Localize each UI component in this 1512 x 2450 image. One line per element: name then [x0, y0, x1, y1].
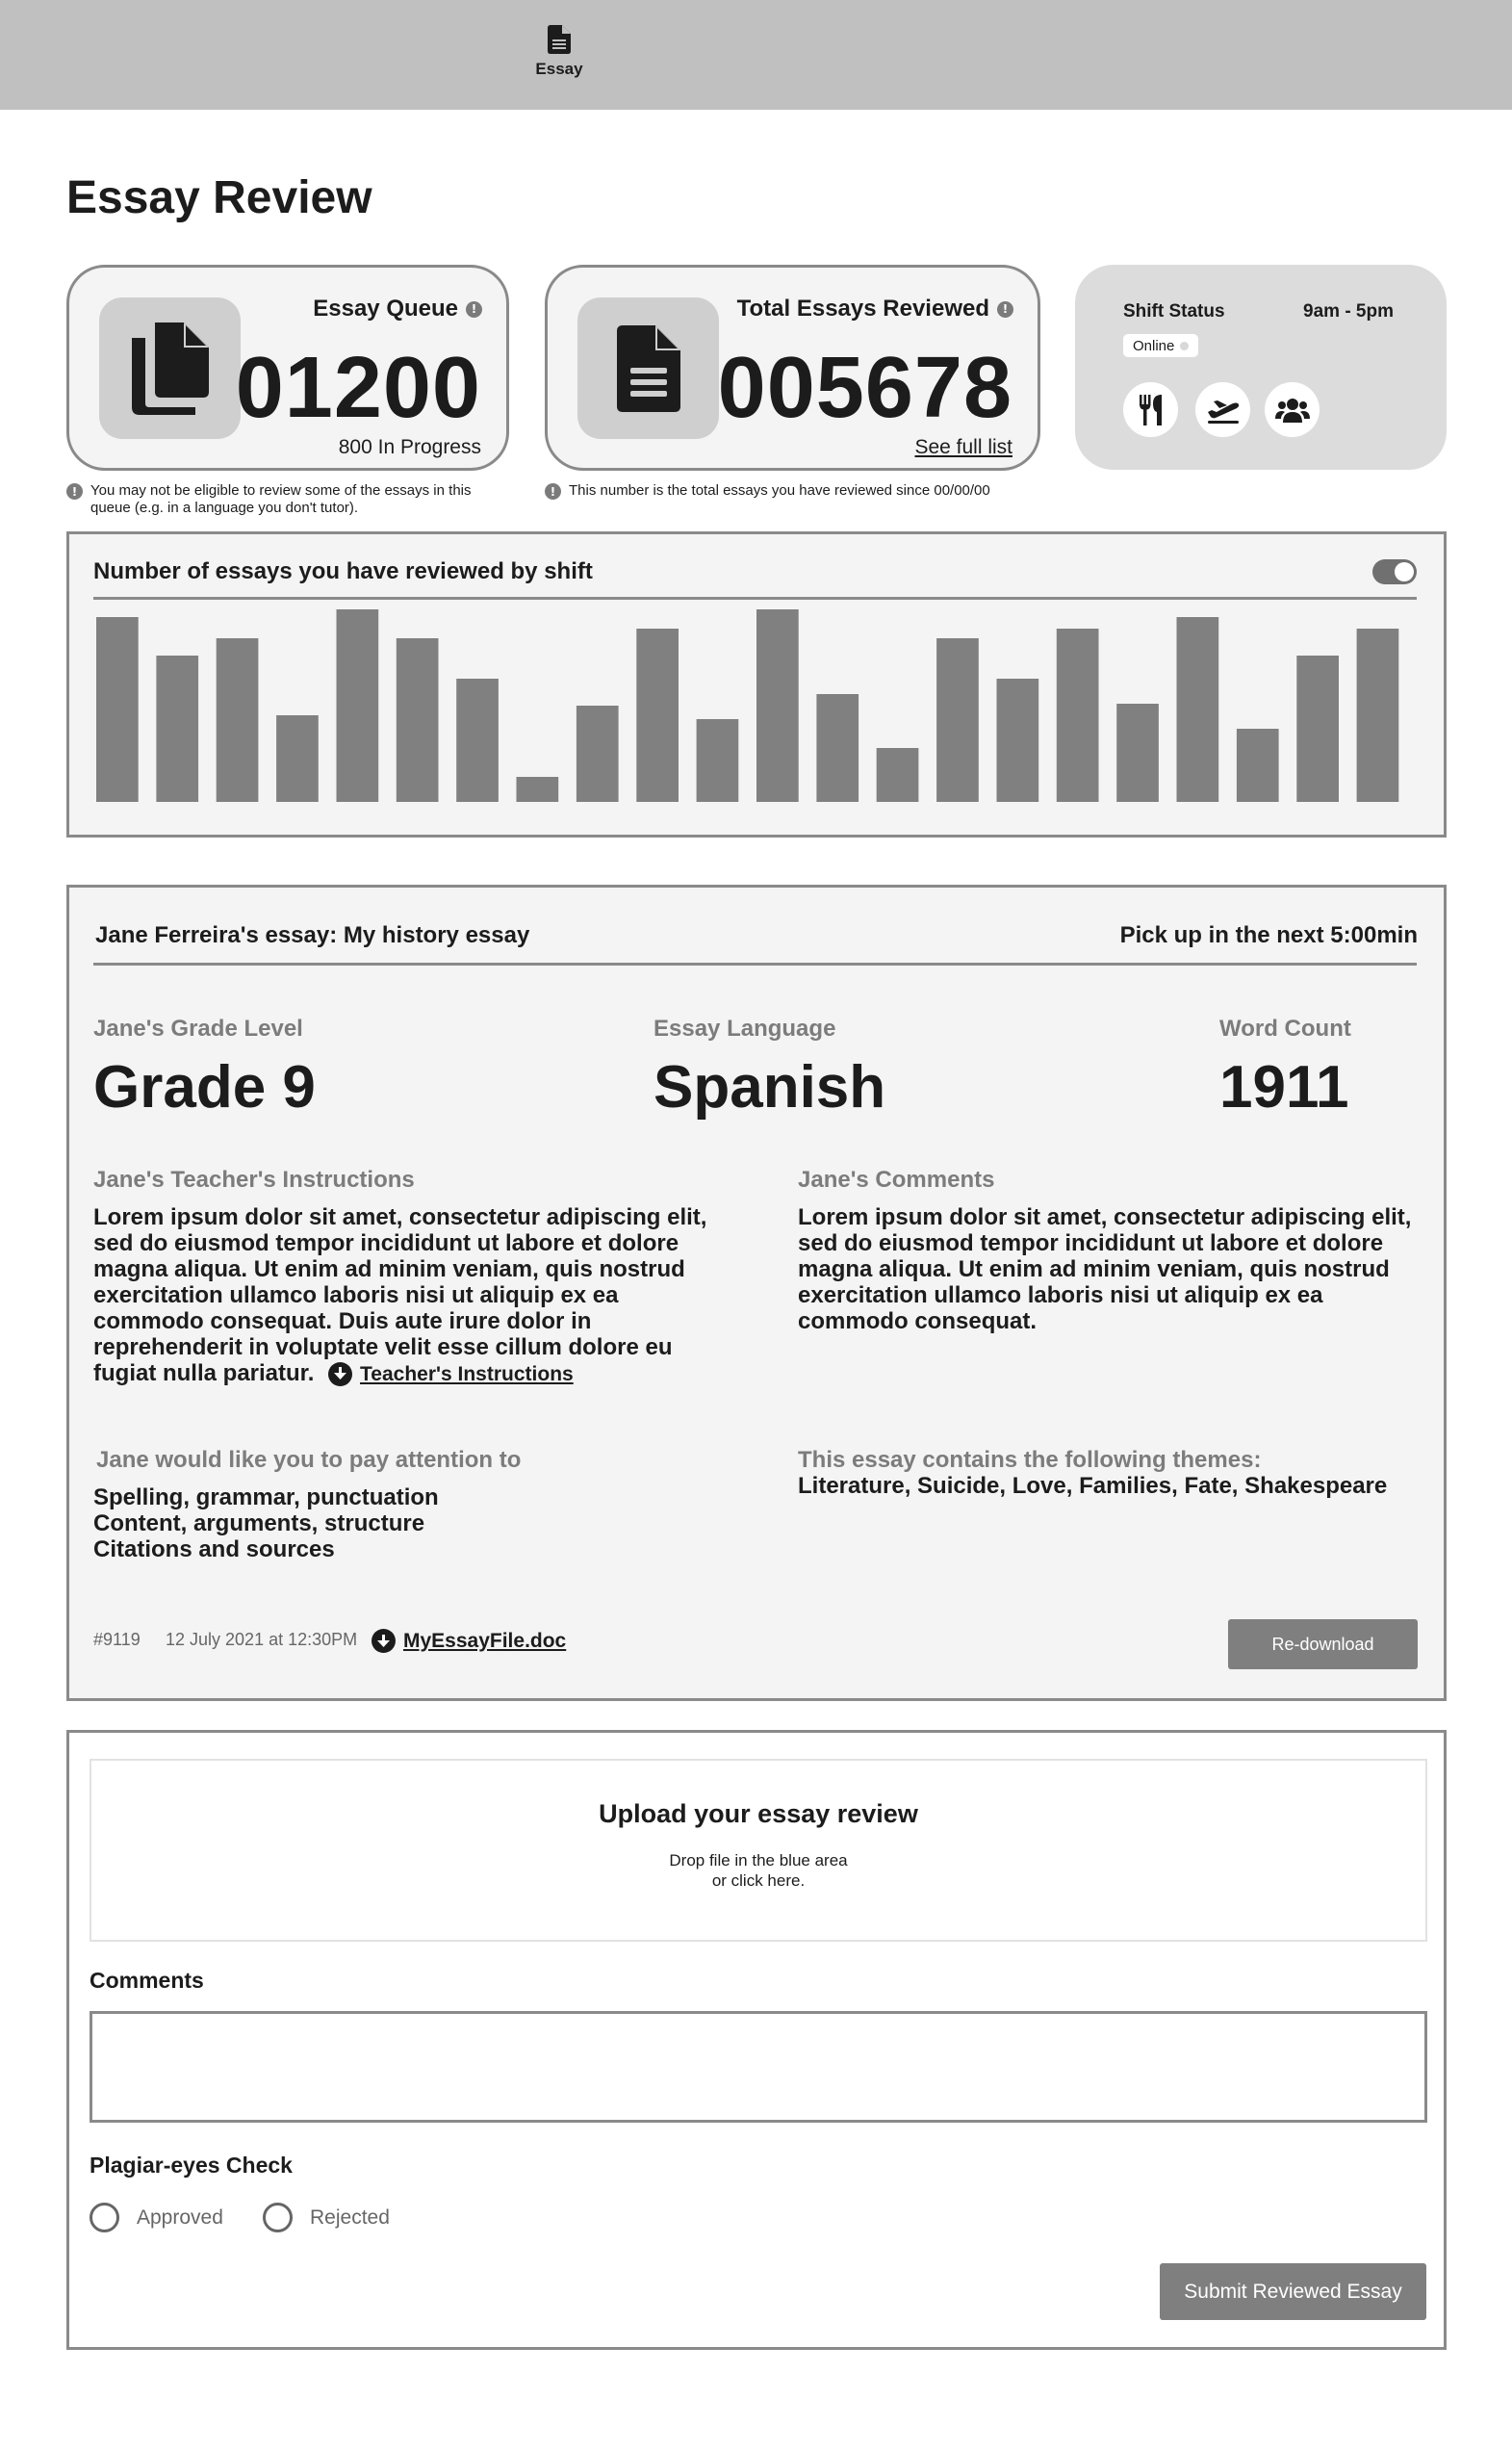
reviewed-title-text: Total Essays Reviewed — [736, 296, 989, 322]
jane-comments-label: Jane's Comments — [798, 1167, 995, 1193]
top-navigation-bar — [0, 0, 1512, 110]
chart-bar-12 — [756, 609, 799, 802]
rejected-radio[interactable] — [263, 2203, 390, 2232]
chart-bar-19 — [1177, 617, 1219, 802]
plane-departure-icon — [1206, 396, 1241, 425]
users-icon — [1275, 398, 1310, 423]
queue-in-progress: 800 In Progress — [338, 436, 481, 458]
plagiarism-check-label: Plagiar-eyes Check — [90, 2153, 293, 2178]
shift-status-title: Shift Status — [1123, 301, 1225, 322]
chart-bar-1 — [96, 617, 139, 802]
reviewed-note-text: This number is the total essays you have reviewed since 00/00/00 — [569, 482, 990, 499]
word-count-value: 1911 — [1219, 1054, 1349, 1121]
document-icon — [548, 25, 571, 54]
chart-bar-2 — [156, 656, 198, 802]
comments-input[interactable] — [90, 2011, 1427, 2123]
status-badge-text: Online — [1133, 337, 1175, 354]
chart-bar-8 — [517, 777, 559, 802]
travel-button[interactable] — [1195, 382, 1250, 437]
chart-bar-3 — [217, 638, 259, 802]
upload-review-panel — [66, 1730, 1447, 2350]
reviewed-title — [737, 296, 1013, 322]
radio-circle — [90, 2203, 119, 2232]
attention-item: Citations and sources — [93, 1536, 335, 1562]
chart-bar-21 — [1296, 656, 1339, 802]
info-icon: ! — [545, 483, 561, 500]
nav-item-essay[interactable] — [525, 25, 594, 79]
queue-title — [313, 296, 482, 322]
nav-item-essay-label: Essay — [535, 60, 583, 78]
chart-bar-22 — [1357, 629, 1399, 802]
grade-level-label: Jane's Grade Level — [93, 1016, 303, 1042]
upload-hint-line: Drop file in the blue area — [669, 1851, 848, 1870]
essay-queue-card — [66, 265, 509, 471]
meal-break-button[interactable] — [1123, 382, 1178, 437]
word-count-label: Word Count — [1219, 1016, 1351, 1042]
reviewed-note — [545, 482, 1045, 500]
essay-id: #9119 — [93, 1630, 141, 1649]
reviewed-icon-box — [577, 297, 719, 439]
chart-bar-10 — [636, 629, 679, 802]
chart-bar-9 — [577, 706, 619, 802]
chart-bar-15 — [936, 638, 979, 802]
download-icon — [372, 1629, 396, 1653]
comments-label: Comments — [90, 1968, 204, 1993]
chart-toggle-switch[interactable] — [1372, 559, 1417, 584]
queue-note — [66, 482, 509, 517]
jane-comments-text: Lorem ipsum dolor sit amet, consectetur adipiscing elit, sed do eiusmod tempor incididunt ut labore et dolore magna aliqua. Ut enim ad minim veniam, quis nostrud exercitation ullamco laboris nisi ut aliquip ex ea commodo consequat. — [798, 1204, 1412, 1334]
download-icon — [328, 1362, 352, 1386]
essay-divider — [93, 963, 1417, 966]
utensils-icon — [1138, 395, 1165, 426]
queue-count: 01200 — [235, 340, 481, 436]
attention-label: Jane would like you to pay attention to — [96, 1447, 522, 1473]
info-icon: ! — [66, 483, 83, 500]
info-icon[interactable]: ! — [466, 301, 482, 318]
chart-bar-7 — [456, 679, 499, 802]
chart-bar-4 — [276, 715, 319, 802]
total-reviewed-card — [545, 265, 1040, 471]
attention-list — [93, 1484, 439, 1562]
info-icon[interactable]: ! — [997, 301, 1013, 318]
rejected-radio-label: Rejected — [310, 2205, 390, 2229]
essay-heading: Jane Ferreira's essay: My history essay — [95, 922, 530, 948]
upload-hint — [91, 1850, 1425, 1891]
teacher-instructions — [93, 1204, 719, 1387]
chart-bar-6 — [397, 638, 439, 802]
page-title: Essay Review — [66, 172, 372, 223]
reviewed-count: 005678 — [717, 340, 1012, 436]
submit-reviewed-essay-button[interactable]: Submit Reviewed Essay — [1160, 2263, 1426, 2320]
chart-bar-20 — [1237, 729, 1279, 802]
team-button[interactable] — [1265, 382, 1320, 437]
chart-bar-13 — [816, 694, 859, 802]
attention-item: Content, arguments, structure — [93, 1510, 425, 1536]
queue-icon-box — [99, 297, 241, 439]
essay-file-link[interactable] — [372, 1629, 566, 1653]
essay-date: 12 July 2021 at 12:30PM — [166, 1630, 358, 1649]
document-icon — [617, 325, 680, 412]
shift-time: 9am - 5pm — [1303, 301, 1394, 322]
teacher-instructions-text: Lorem ipsum dolor sit amet, consectetur adipiscing elit, sed do eiusmod tempor incididunt ut labore et dolore magna aliqua. Ut enim ad minim veniam, quis nostrud exercitation ullamco laboris nisi ut aliquip ex ea commodo consequat. Duis aute irure dolor in reprehenderit in voluptate velit esse cillum dolore eu fugiat nulla pariatur. — [93, 1204, 707, 1386]
status-dot-icon — [1180, 342, 1189, 350]
reviews-by-shift-chart-panel — [66, 531, 1447, 838]
queue-note-text: You may not be eligible to review some of the essays in this queue (e.g. in a language you don't tutor). — [90, 482, 472, 516]
themes-text: Literature, Suicide, Love, Families, Fate, Shakespeare — [798, 1473, 1388, 1499]
chart-bar-18 — [1116, 704, 1159, 802]
chart-divider — [93, 597, 1417, 600]
shift-status-card — [1075, 265, 1447, 470]
teacher-instructions-label: Jane's Teacher's Instructions — [93, 1167, 415, 1193]
status-badge[interactable] — [1123, 334, 1198, 357]
redownload-button[interactable]: Re-download — [1228, 1619, 1418, 1669]
queue-title-text: Essay Queue — [313, 296, 458, 322]
essay-file-name: MyEssayFile.doc — [403, 1629, 567, 1652]
essay-language-value: Spanish — [653, 1054, 886, 1121]
chart-bar-16 — [997, 679, 1039, 802]
pickup-timer: Pick up in the next 5:00min — [1119, 922, 1418, 948]
radio-circle — [263, 2203, 293, 2232]
upload-title: Upload your essay review — [599, 1799, 918, 1828]
chart-bar-17 — [1057, 629, 1099, 802]
teacher-instructions-link-text: Teacher's Instructions — [360, 1362, 574, 1385]
essay-details-panel — [66, 885, 1447, 1701]
chart-bar-11 — [697, 719, 739, 802]
grade-level-value: Grade 9 — [93, 1054, 316, 1121]
chart-title: Number of essays you have reviewed by shift — [93, 558, 593, 584]
approved-radio[interactable] — [90, 2203, 223, 2232]
upload-hint-line: or click here. — [711, 1871, 806, 1890]
essay-language-label: Essay Language — [653, 1016, 836, 1042]
toggle-knob — [1395, 562, 1414, 581]
attention-item: Spelling, grammar, punctuation — [93, 1484, 439, 1510]
approved-radio-label: Approved — [137, 2205, 223, 2229]
copy-documents-icon — [132, 322, 209, 415]
file-drop-zone[interactable] — [90, 1759, 1427, 1942]
themes-label: This essay contains the following themes: — [798, 1447, 1262, 1473]
chart-bar-5 — [337, 609, 379, 802]
chart-bar-14 — [877, 748, 919, 802]
see-full-list-link[interactable]: See full list — [914, 436, 1012, 458]
teacher-instructions-link[interactable] — [328, 1361, 574, 1387]
